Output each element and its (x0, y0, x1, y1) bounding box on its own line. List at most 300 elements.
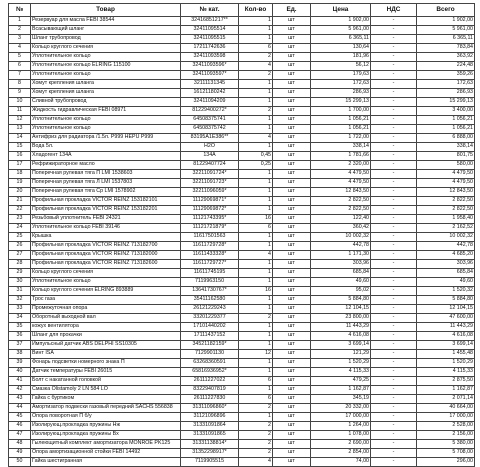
item-name-cell: Шланг трубопровод (31, 35, 181, 44)
catalog-number-cell: 17111437152 (181, 332, 239, 341)
unit-cell: шт (273, 314, 311, 323)
table-row (9, 458, 475, 467)
catalog-number-cell: 26111227022 (181, 377, 239, 386)
catalog-number-cell: 33201229377 (181, 314, 239, 323)
unit-cell: шт (273, 341, 311, 350)
table-row (9, 350, 475, 359)
unit-cell: шт (273, 71, 311, 80)
price-cell: 2 822,50 (311, 206, 371, 215)
item-name-cell: Профильная прокладка VICTOR REINZ 153182201 (31, 206, 181, 215)
price-cell: 1 056,21 (311, 125, 371, 134)
price-cell: 2 822,50 (311, 197, 371, 206)
vat-cell: - (371, 197, 417, 206)
item-name-cell: Жидкость гидравлическая FEBI 08971 (31, 107, 181, 116)
price-cell: 181,96 (311, 53, 371, 62)
item-name-cell: Резьбовый уплотнитель FEBI 24321 (31, 215, 181, 224)
unit-cell: шт (273, 395, 311, 404)
price-cell: 1 781,66 (311, 152, 371, 161)
unit-cell: шт (273, 161, 311, 170)
row-number-cell: 46 (9, 422, 31, 431)
catalog-number-cell: 31352298917* (181, 449, 239, 458)
unit-cell: шт (273, 143, 311, 152)
table-row (9, 341, 475, 350)
price-cell: 360,42 (311, 224, 371, 233)
total-cell: 1 902,00 (417, 17, 475, 26)
price-cell: 23 800,00 (311, 314, 371, 323)
table-row (9, 368, 475, 377)
quantity-cell: 0,25 (239, 161, 273, 170)
row-number-cell: 41 (9, 377, 31, 386)
catalog-number-cell: 83195A1E386** (181, 134, 239, 143)
price-cell: 56,12 (311, 62, 371, 71)
row-number-cell: 1 (9, 17, 31, 26)
item-name-cell: кожух вентилятора (31, 323, 181, 332)
catalog-number-cell: 17211742636 (181, 44, 239, 53)
vat-cell: - (371, 422, 417, 431)
price-cell: 5 884,80 (311, 296, 371, 305)
item-name-cell: Крышка (31, 233, 181, 242)
vat-cell: - (371, 107, 417, 116)
unit-cell: шт (273, 35, 311, 44)
catalog-number-cell: 17101440202 (181, 323, 239, 332)
price-cell: 1 700,00 (311, 107, 371, 116)
total-cell: 12 843,50 (417, 188, 475, 197)
quantity-cell: 12 (239, 350, 273, 359)
row-number-cell: 21 (9, 197, 31, 206)
total-cell: 6 888,00 (417, 134, 475, 143)
row-number-cell: 9 (9, 89, 31, 98)
vat-cell: - (371, 260, 417, 269)
unit-cell: шт (273, 179, 311, 188)
total-cell: 5 708,00 (417, 449, 475, 458)
unit-cell: шт (273, 44, 311, 53)
table-row (9, 422, 475, 431)
item-name-cell: Трос газа (31, 296, 181, 305)
row-number-cell: 27 (9, 251, 31, 260)
catalog-number-cell: 65816936952* (181, 368, 239, 377)
row-number-cell: 13 (9, 125, 31, 134)
item-name-cell: Фонарь подсветки номерного знака П (31, 359, 181, 368)
catalog-number-cell: 83229407819 (181, 386, 239, 395)
row-number-cell: 8 (9, 80, 31, 89)
catalog-number-cell: 32211096059* (181, 188, 239, 197)
total-cell: 1 455,48 (417, 350, 475, 359)
item-name-cell: Гайка шестигранная (31, 458, 181, 467)
item-name-cell: Гылеющитный комплект амортизатора MONROE PK125 (31, 440, 181, 449)
quantity-cell: 2 (239, 431, 273, 440)
total-cell: 49,60 (417, 278, 475, 287)
vat-cell: - (371, 161, 417, 170)
quantity-cell: 0,45 (239, 152, 273, 161)
col-header-quantity: Кол-во (239, 4, 273, 17)
row-number-cell: 24 (9, 224, 31, 233)
quantity-cell: 1 (239, 89, 273, 98)
total-cell: 286,93 (417, 89, 475, 98)
catalog-number-cell: 31311096860* (181, 404, 239, 413)
item-name-cell: Кольцо круглого сечения (31, 44, 181, 53)
unit-cell: шт (273, 404, 311, 413)
table-row (9, 233, 475, 242)
quantity-cell: 1 (239, 197, 273, 206)
unit-cell: шт (273, 440, 311, 449)
table-row (9, 386, 475, 395)
table-row (9, 53, 475, 62)
col-header-item: Товар (31, 4, 181, 17)
catalog-number-cell: 11611745195 (181, 269, 239, 278)
total-cell: 224,48 (417, 62, 475, 71)
row-number-cell: 32 (9, 296, 31, 305)
table-row (9, 251, 475, 260)
row-number-cell: 36 (9, 332, 31, 341)
item-name-cell: Поперечная рулевая тяга П LMI 1538603 (31, 170, 181, 179)
row-number-cell: 26 (9, 242, 31, 251)
item-name-cell: Изолирующ.прокладка пружины Нж (31, 422, 181, 431)
table-row (9, 44, 475, 53)
table-row (9, 161, 475, 170)
row-number-cell: 40 (9, 368, 31, 377)
item-name-cell: Поперечная рулевая тяга Ср LMI 1578902 (31, 188, 181, 197)
unit-cell: шт (273, 197, 311, 206)
item-name-cell: Хладогент 134А (31, 152, 181, 161)
row-number-cell: 35 (9, 323, 31, 332)
price-cell: 4 479,50 (311, 179, 371, 188)
vat-cell: - (371, 296, 417, 305)
col-header-total: Всего (417, 4, 475, 17)
catalog-number-cell: 11611729727* (181, 260, 239, 269)
price-cell: 1 902,00 (311, 17, 371, 26)
vat-cell: - (371, 224, 417, 233)
item-name-cell: Уплотнительное кольцо (31, 71, 181, 80)
vat-cell: - (371, 305, 417, 314)
catalog-number-cell: 32111131345 (181, 80, 239, 89)
catalog-number-cell: 11611433328* (181, 251, 239, 260)
quantity-cell: 1 (239, 359, 273, 368)
row-number-cell: 44 (9, 404, 31, 413)
table-row (9, 98, 475, 107)
quantity-cell: 2 (239, 440, 273, 449)
total-cell: 15 299,13 (417, 98, 475, 107)
item-name-cell: Профильная прокладка VICTOR REINZ 153182101 (31, 197, 181, 206)
catalog-number-cell: 31331091864 (181, 422, 239, 431)
total-cell: 2 071,14 (417, 395, 475, 404)
vat-cell: - (371, 71, 417, 80)
catalog-number-cell: 32211091723* (181, 179, 239, 188)
catalog-number-cell: 81229400272* (181, 107, 239, 116)
item-name-cell: Болт с накатанной головкой (31, 377, 181, 386)
vat-cell: - (371, 89, 417, 98)
item-name-cell: Шланг для прокачки (31, 332, 181, 341)
vat-cell: - (371, 386, 417, 395)
catalog-number-cell: 7119963150 (181, 278, 239, 287)
unit-cell: шт (273, 458, 311, 467)
catalog-number-cell: 31121096896 (181, 413, 239, 422)
total-cell: 801,75 (417, 152, 475, 161)
price-cell: 479,25 (311, 377, 371, 386)
catalog-number-cell: 32416851217** (181, 17, 239, 26)
table-row (9, 188, 475, 197)
item-name-cell: Амортизатор подвески газовый передний SACHS 556838 (31, 404, 181, 413)
row-number-cell: 18 (9, 170, 31, 179)
price-cell: 11 443,29 (311, 323, 371, 332)
item-name-cell: Кольцо круглого сечения (31, 269, 181, 278)
unit-cell: шт (273, 116, 311, 125)
total-cell: 4 685,20 (417, 251, 475, 260)
quantity-cell: 1 (239, 242, 273, 251)
row-number-cell: 45 (9, 413, 31, 422)
table-row (9, 305, 475, 314)
table-row (9, 152, 475, 161)
item-name-cell: Уплотнительное кольцо (31, 116, 181, 125)
table-row (9, 449, 475, 458)
row-number-cell: 5 (9, 53, 31, 62)
vat-cell: - (371, 332, 417, 341)
total-cell: 4 616,08 (417, 332, 475, 341)
item-name-cell: Винт ISA (31, 350, 181, 359)
vat-cell: - (371, 251, 417, 260)
quantity-cell: 2 (239, 449, 273, 458)
total-cell: 2 528,00 (417, 422, 475, 431)
unit-cell: шт (273, 125, 311, 134)
total-cell: 5 961,00 (417, 26, 475, 35)
price-cell: 286,93 (311, 89, 371, 98)
table-row (9, 134, 475, 143)
item-name-cell: Уплотнительное кольцо (31, 53, 181, 62)
vat-cell: - (371, 62, 417, 71)
unit-cell: шт (273, 287, 311, 296)
quantity-cell: 4 (239, 251, 273, 260)
table-row (9, 89, 475, 98)
row-number-cell: 6 (9, 62, 31, 71)
item-name-cell: Резервуар для масла FEBI 38544 (31, 17, 181, 26)
item-name-cell: Рефрижираторное масло (31, 161, 181, 170)
price-cell: 20 332,00 (311, 404, 371, 413)
vat-cell: - (371, 359, 417, 368)
catalog-number-cell: 13641730767* (181, 287, 239, 296)
row-number-cell: 16 (9, 152, 31, 161)
item-name-cell: Поперечная рулевая тяга Л LMI 1537803 (31, 179, 181, 188)
catalog-number-cell: 16121180242 (181, 89, 239, 98)
item-name-cell: Опора поворотная П б/у (31, 413, 181, 422)
row-number-cell: 30 (9, 278, 31, 287)
vat-cell: - (371, 449, 417, 458)
unit-cell: шт (273, 80, 311, 89)
price-cell: 6 365,11 (311, 35, 371, 44)
quantity-cell: 2 (239, 314, 273, 323)
row-number-cell: 33 (9, 305, 31, 314)
row-number-cell: 10 (9, 98, 31, 107)
total-cell: 3 699,14 (417, 341, 475, 350)
table-row (9, 143, 475, 152)
quantity-cell: 1 (239, 341, 273, 350)
catalog-number-cell: 32211091724* (181, 170, 239, 179)
row-number-cell: 2 (9, 26, 31, 35)
quantity-cell: 1 (239, 413, 273, 422)
row-number-cell: 48 (9, 440, 31, 449)
quantity-cell: 1 (239, 125, 273, 134)
row-number-cell: 3 (9, 35, 31, 44)
item-name-cell: Оборотный выходной вал (31, 314, 181, 323)
price-cell: 1 078,00 (311, 431, 371, 440)
catalog-number-cell: 11121743395* (181, 215, 239, 224)
total-cell: 1 520,29 (417, 359, 475, 368)
table-row (9, 314, 475, 323)
unit-cell: шт (273, 431, 311, 440)
total-cell: 5 884,80 (417, 296, 475, 305)
total-cell: 3 400,00 (417, 107, 475, 116)
total-cell: 4 115,33 (417, 368, 475, 377)
price-cell: 172,63 (311, 80, 371, 89)
table-row (9, 287, 475, 296)
total-cell: 2 822,50 (417, 206, 475, 215)
unit-cell: шт (273, 269, 311, 278)
row-number-cell: 12 (9, 116, 31, 125)
price-cell: 338,14 (311, 143, 371, 152)
row-number-cell: 19 (9, 179, 31, 188)
price-cell: 5 961,00 (311, 26, 371, 35)
vat-cell: - (371, 26, 417, 35)
row-number-cell: 23 (9, 215, 31, 224)
unit-cell: шт (273, 296, 311, 305)
vat-cell: - (371, 215, 417, 224)
catalog-number-cell: 32411093598 (181, 53, 239, 62)
catalog-number-cell: 34521182159* (181, 341, 239, 350)
quantity-cell: 4 (239, 458, 273, 467)
quantity-cell: 1 (239, 386, 273, 395)
total-cell: 4 479,50 (417, 170, 475, 179)
vat-cell: - (371, 431, 417, 440)
item-name-cell: Хомут крепления шланга (31, 89, 181, 98)
table-row (9, 170, 475, 179)
price-cell: 442,78 (311, 242, 371, 251)
catalog-number-cell: 26121229243 (181, 305, 239, 314)
total-cell: 2 156,00 (417, 431, 475, 440)
quantity-cell: 1 (239, 332, 273, 341)
total-cell: 442,78 (417, 242, 475, 251)
total-cell: 2 875,50 (417, 377, 475, 386)
price-cell: 12 843,50 (311, 188, 371, 197)
row-number-cell: 17 (9, 161, 31, 170)
parts-invoice-table (8, 3, 475, 467)
item-name-cell: Уплотнительное кольцо FEBI 39146 (31, 224, 181, 233)
vat-cell: - (371, 314, 417, 323)
catalog-number-cell: 26111227830 (181, 395, 239, 404)
total-cell: 580,00 (417, 161, 475, 170)
price-cell: 1 722,00 (311, 134, 371, 143)
col-header-vat: НДС (371, 4, 417, 17)
vat-cell: - (371, 377, 417, 386)
unit-cell: шт (273, 368, 311, 377)
vat-cell: - (371, 80, 417, 89)
table-row (9, 431, 475, 440)
unit-cell: шт (273, 332, 311, 341)
row-number-cell: 22 (9, 206, 31, 215)
item-name-cell: Кольцо круглого сечения ELRING 893889 (31, 287, 181, 296)
catalog-number-cell: 31331091865 (181, 431, 239, 440)
item-name-cell: Изолирующ.прокладка пружины Вх (31, 431, 181, 440)
quantity-cell: 1 (239, 305, 273, 314)
price-cell: 49,60 (311, 278, 371, 287)
quantity-cell: 2 (239, 422, 273, 431)
vat-cell: - (371, 404, 417, 413)
catalog-number-cell: 11129069871* (181, 197, 239, 206)
catalog-number-cell: H2O (181, 143, 239, 152)
price-cell: 303,96 (311, 260, 371, 269)
table-row (9, 62, 475, 71)
quantity-cell: 16 (239, 215, 273, 224)
row-number-cell: 47 (9, 431, 31, 440)
quantity-cell: 2 (239, 107, 273, 116)
catalog-number-cell: 64508375742 (181, 125, 239, 134)
table-row (9, 260, 475, 269)
quantity-cell: 4 (239, 62, 273, 71)
price-cell: 4 616,08 (311, 332, 371, 341)
unit-cell: шт (273, 449, 311, 458)
table-row (9, 278, 475, 287)
quantity-cell: 6 (239, 44, 273, 53)
price-cell: 2 320,00 (311, 161, 371, 170)
price-cell: 1 264,00 (311, 422, 371, 431)
quantity-cell: 2 (239, 71, 273, 80)
catalog-number-cell: 11617501563 (181, 233, 239, 242)
vat-cell: - (371, 287, 417, 296)
table-row (9, 359, 475, 368)
table-row (9, 296, 475, 305)
table-row (9, 242, 475, 251)
quantity-cell: 16 (239, 287, 273, 296)
quantity-cell: 1 (239, 278, 273, 287)
catalog-number-cell: 32411093597* (181, 71, 239, 80)
col-header-catalog-number: № кат. (181, 4, 239, 17)
table-row (9, 17, 475, 26)
price-cell: 3 699,14 (311, 341, 371, 350)
table-row (9, 26, 475, 35)
price-cell: 10 002,32 (311, 233, 371, 242)
row-number-cell: 14 (9, 134, 31, 143)
item-name-cell: Сливной трубопровод (31, 98, 181, 107)
item-name-cell: Уплотнительное кольцо (31, 278, 181, 287)
catalog-number-cell: 81229407724 (181, 161, 239, 170)
table-row (9, 269, 475, 278)
vat-cell: - (371, 98, 417, 107)
table-row (9, 332, 475, 341)
total-cell: 1 162,87 (417, 386, 475, 395)
table-row (9, 35, 475, 44)
total-cell: 783,84 (417, 44, 475, 53)
quantity-cell: 2 (239, 404, 273, 413)
table-row (9, 197, 475, 206)
total-cell: 11 443,29 (417, 323, 475, 332)
item-name-cell: Гайка с буртиком (31, 395, 181, 404)
unit-cell: шт (273, 359, 311, 368)
quantity-cell: 1 (239, 188, 273, 197)
total-cell: 363,92 (417, 53, 475, 62)
col-header-price: Цена (311, 4, 371, 17)
vat-cell: - (371, 143, 417, 152)
vat-cell: - (371, 170, 417, 179)
total-cell: 338,14 (417, 143, 475, 152)
header-row (9, 4, 475, 17)
unit-cell: шт (273, 242, 311, 251)
vat-cell: - (371, 44, 417, 53)
vat-cell: - (371, 152, 417, 161)
total-cell: 47 600,00 (417, 314, 475, 323)
vat-cell: - (371, 179, 417, 188)
quantity-cell: 1 (239, 269, 273, 278)
quantity-cell: 1 (239, 260, 273, 269)
price-cell: 95,02 (311, 287, 371, 296)
total-cell: 172,63 (417, 80, 475, 89)
total-cell: 303,96 (417, 260, 475, 269)
